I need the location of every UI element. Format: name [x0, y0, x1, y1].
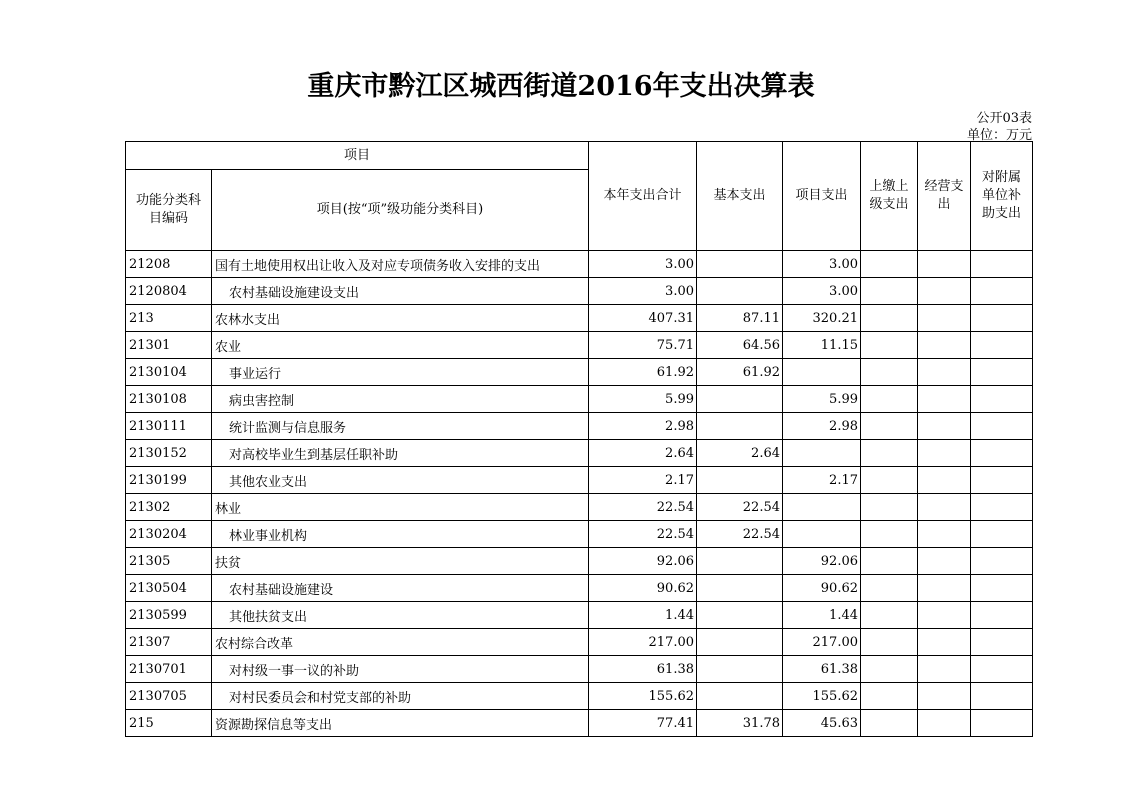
cell-project: 11.15 [783, 332, 861, 359]
table-row [126, 332, 1033, 359]
cell-total: 22.54 [589, 494, 697, 521]
cell-name: 其他扶贫支出 [212, 602, 589, 629]
cell-basic [697, 278, 783, 305]
cell-subsidy [971, 251, 1033, 278]
table-row [126, 413, 1033, 440]
cell-upper [861, 251, 918, 278]
cell-total: 155.62 [589, 683, 697, 710]
table-row [126, 440, 1033, 467]
cell-name: 事业运行 [212, 359, 589, 386]
cell-upper [861, 359, 918, 386]
page-title: 重庆市黔江区城西街道2016年支出决算表 [307, 71, 815, 102]
cell-basic [697, 251, 783, 278]
expenditure-table [125, 141, 1033, 737]
cell-upper [861, 548, 918, 575]
cell-total: 5.99 [589, 386, 697, 413]
cell-code: 2130701 [126, 656, 212, 683]
table-body [126, 251, 1033, 737]
cell-subsidy [971, 494, 1033, 521]
cell-subsidy [971, 521, 1033, 548]
cell-total: 217.00 [589, 629, 697, 656]
cell-total: 2.17 [589, 467, 697, 494]
cell-business [918, 440, 971, 467]
cell-basic [697, 683, 783, 710]
cell-upper [861, 494, 918, 521]
cell-name: 农业 [212, 332, 589, 359]
table-row [126, 683, 1033, 710]
cell-basic [697, 629, 783, 656]
cell-total: 407.31 [589, 305, 697, 332]
cell-upper [861, 521, 918, 548]
cell-basic [697, 575, 783, 602]
cell-total: 1.44 [589, 602, 697, 629]
table-row [126, 386, 1033, 413]
cell-subsidy [971, 656, 1033, 683]
table-row [126, 602, 1033, 629]
header-name: 项目(按“项”级功能分类科目) [212, 170, 589, 251]
cell-total: 75.71 [589, 332, 697, 359]
cell-business [918, 494, 971, 521]
cell-name: 其他农业支出 [212, 467, 589, 494]
cell-business [918, 413, 971, 440]
table-row [126, 548, 1033, 575]
cell-code: 21307 [126, 629, 212, 656]
cell-upper [861, 332, 918, 359]
cell-subsidy [971, 602, 1033, 629]
table-row [126, 494, 1033, 521]
cell-name: 统计监测与信息服务 [212, 413, 589, 440]
table-row [126, 521, 1033, 548]
cell-subsidy [971, 332, 1033, 359]
cell-business [918, 683, 971, 710]
cell-total: 77.41 [589, 710, 697, 737]
table-row [126, 305, 1033, 332]
cell-subsidy [971, 359, 1033, 386]
header-total: 本年支出合计 [589, 142, 697, 251]
table-row [126, 359, 1033, 386]
cell-subsidy [971, 575, 1033, 602]
cell-project: 2.17 [783, 467, 861, 494]
cell-business [918, 386, 971, 413]
cell-basic: 87.11 [697, 305, 783, 332]
cell-upper [861, 278, 918, 305]
cell-basic: 2.64 [697, 440, 783, 467]
table-row [126, 467, 1033, 494]
cell-total: 61.38 [589, 656, 697, 683]
header-basic: 基本支出 [697, 142, 783, 251]
cell-basic: 22.54 [697, 521, 783, 548]
cell-name: 对村级一事一议的补助 [212, 656, 589, 683]
cell-code: 2130111 [126, 413, 212, 440]
cell-project: 2.98 [783, 413, 861, 440]
cell-project [783, 521, 861, 548]
header-subsidy: 对附属单位补助支出 [971, 142, 1033, 251]
cell-code: 2130199 [126, 467, 212, 494]
cell-code: 2130504 [126, 575, 212, 602]
cell-basic: 64.56 [697, 332, 783, 359]
cell-code: 21301 [126, 332, 212, 359]
cell-total: 90.62 [589, 575, 697, 602]
cell-project: 3.00 [783, 278, 861, 305]
cell-upper [861, 683, 918, 710]
cell-code: 21305 [126, 548, 212, 575]
cell-subsidy [971, 683, 1033, 710]
cell-code: 21208 [126, 251, 212, 278]
header-project: 项目支出 [783, 142, 861, 251]
cell-code: 2130705 [126, 683, 212, 710]
cell-subsidy [971, 467, 1033, 494]
cell-code: 2130108 [126, 386, 212, 413]
cell-code: 213 [126, 305, 212, 332]
cell-business [918, 359, 971, 386]
cell-upper [861, 575, 918, 602]
cell-upper [861, 656, 918, 683]
table-row [126, 656, 1033, 683]
cell-project: 320.21 [783, 305, 861, 332]
cell-name: 林业 [212, 494, 589, 521]
cell-total: 2.64 [589, 440, 697, 467]
cell-project: 155.62 [783, 683, 861, 710]
cell-project: 3.00 [783, 251, 861, 278]
cell-subsidy [971, 629, 1033, 656]
cell-project [783, 359, 861, 386]
cell-name: 农村基础设施建设 [212, 575, 589, 602]
cell-name: 农村综合改革 [212, 629, 589, 656]
cell-code: 2130104 [126, 359, 212, 386]
cell-subsidy [971, 440, 1033, 467]
cell-project: 90.62 [783, 575, 861, 602]
cell-business [918, 629, 971, 656]
cell-code: 21302 [126, 494, 212, 521]
cell-basic [697, 386, 783, 413]
cell-basic [697, 656, 783, 683]
table-row [126, 251, 1033, 278]
cell-upper [861, 467, 918, 494]
cell-code: 2130599 [126, 602, 212, 629]
cell-subsidy [971, 710, 1033, 737]
table-row [126, 710, 1033, 737]
cell-code: 2130204 [126, 521, 212, 548]
cell-business [918, 467, 971, 494]
cell-name: 农村基础设施建设支出 [212, 278, 589, 305]
cell-business [918, 575, 971, 602]
cell-business [918, 332, 971, 359]
cell-code: 215 [126, 710, 212, 737]
cell-business [918, 656, 971, 683]
cell-upper [861, 629, 918, 656]
cell-basic [697, 602, 783, 629]
form-number: 公开03表 [976, 111, 1032, 126]
cell-name: 病虫害控制 [212, 386, 589, 413]
header-code: 功能分类科目编码 [126, 170, 212, 251]
cell-subsidy [971, 386, 1033, 413]
cell-basic [697, 548, 783, 575]
cell-name: 农林水支出 [212, 305, 589, 332]
header-upper: 上缴上级支出 [861, 142, 918, 251]
table-row [126, 278, 1033, 305]
cell-total: 2.98 [589, 413, 697, 440]
cell-total: 92.06 [589, 548, 697, 575]
cell-name: 对村民委员会和村党支部的补助 [212, 683, 589, 710]
cell-name: 扶贫 [212, 548, 589, 575]
table-row [126, 629, 1033, 656]
cell-code: 2130152 [126, 440, 212, 467]
cell-name: 国有土地使用权出让收入及对应专项债务收入安排的支出 [212, 251, 589, 278]
cell-upper [861, 305, 918, 332]
cell-name: 林业事业机构 [212, 521, 589, 548]
cell-basic: 22.54 [697, 494, 783, 521]
cell-basic: 61.92 [697, 359, 783, 386]
cell-business [918, 251, 971, 278]
table-row [126, 575, 1033, 602]
cell-project: 5.99 [783, 386, 861, 413]
unit-label: 单位：万元 [966, 128, 1032, 143]
cell-business [918, 278, 971, 305]
cell-subsidy [971, 548, 1033, 575]
cell-basic [697, 413, 783, 440]
cell-basic: 31.78 [697, 710, 783, 737]
cell-code: 2120804 [126, 278, 212, 305]
cell-business [918, 521, 971, 548]
cell-project: 1.44 [783, 602, 861, 629]
cell-upper [861, 413, 918, 440]
cell-subsidy [971, 413, 1033, 440]
cell-total: 22.54 [589, 521, 697, 548]
cell-project: 61.38 [783, 656, 861, 683]
cell-total: 3.00 [589, 278, 697, 305]
cell-basic [697, 467, 783, 494]
cell-upper [861, 386, 918, 413]
cell-name: 对高校毕业生到基层任职补助 [212, 440, 589, 467]
cell-subsidy [971, 278, 1033, 305]
cell-name: 资源勘探信息等支出 [212, 710, 589, 737]
cell-business [918, 710, 971, 737]
cell-subsidy [971, 305, 1033, 332]
header-project-group: 项目 [126, 142, 589, 170]
cell-upper [861, 602, 918, 629]
cell-business [918, 602, 971, 629]
cell-upper [861, 440, 918, 467]
cell-business [918, 548, 971, 575]
cell-upper [861, 710, 918, 737]
cell-total: 3.00 [589, 251, 697, 278]
cell-project [783, 494, 861, 521]
cell-project: 45.63 [783, 710, 861, 737]
cell-project: 217.00 [783, 629, 861, 656]
cell-project [783, 440, 861, 467]
header-business: 经营支出 [918, 142, 971, 251]
cell-business [918, 305, 971, 332]
cell-total: 61.92 [589, 359, 697, 386]
cell-project: 92.06 [783, 548, 861, 575]
